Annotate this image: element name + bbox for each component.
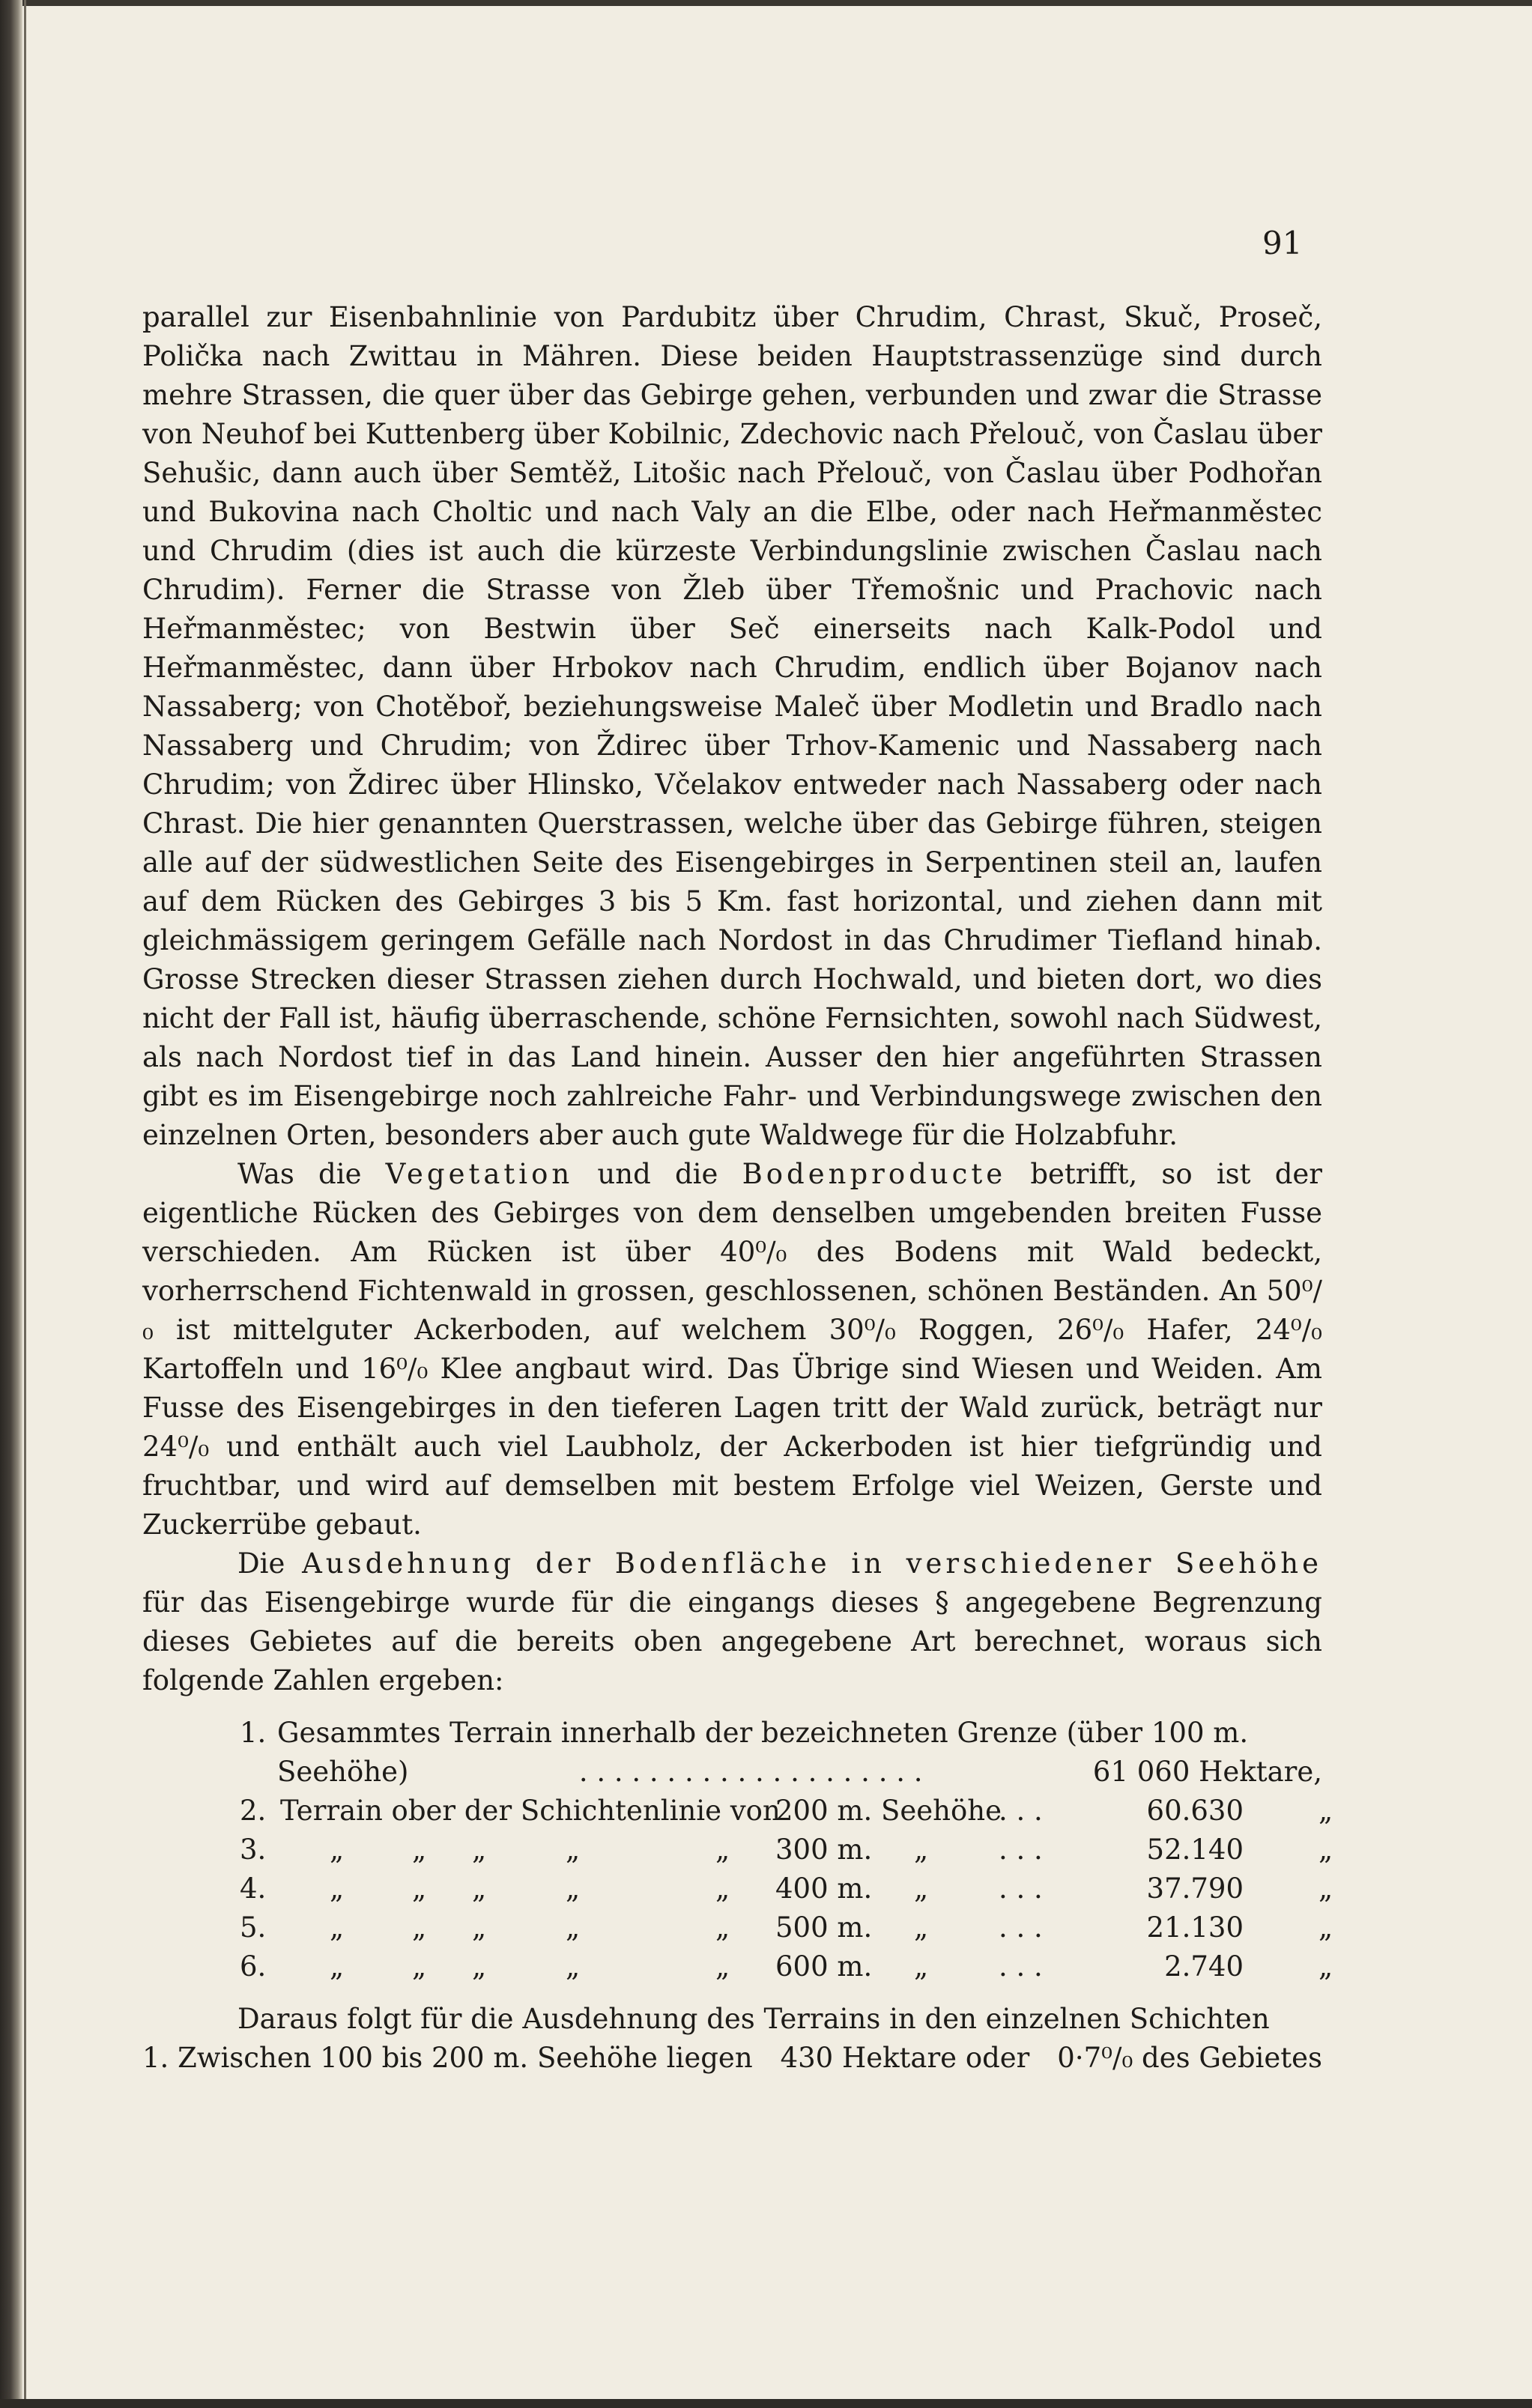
leader-dots: . . . bbox=[999, 1795, 1043, 1827]
ditto-mark: „ bbox=[715, 1911, 730, 1944]
ditto-mark: „ bbox=[412, 1950, 427, 1983]
list-item-number: 6. bbox=[240, 1950, 267, 1983]
ditto-mark: „ bbox=[472, 1950, 487, 1983]
list-item-5 bbox=[142, 1908, 1333, 1947]
list-item-value: 60.630 bbox=[1146, 1795, 1244, 1827]
list-item-number: 3. bbox=[240, 1834, 267, 1866]
list-item-number: 2. bbox=[240, 1795, 267, 1827]
ditto-mark: „ bbox=[715, 1950, 730, 1983]
ditto-mark: „ bbox=[330, 1872, 345, 1905]
ditto-mark: „ bbox=[566, 1950, 581, 1983]
ditto-mark: „ bbox=[566, 1834, 581, 1866]
list-item-1-continuation bbox=[142, 1753, 1322, 1792]
leader-dots: . . . . . . . . . . . . . . . . . . . . bbox=[578, 1756, 923, 1788]
list-item-2 bbox=[142, 1792, 1333, 1831]
extent-body: für das Eisengebirge wurde für die eingangs dieses § angegebene Begrenzung dieses Gebietes auf die bereits oben angegebene Art berechnet, woraus sich folgende Zahlen ergeben: bbox=[142, 1586, 1322, 1696]
ditto-mark: „ bbox=[412, 1834, 427, 1866]
leader-dots: . . . bbox=[999, 1950, 1043, 1983]
closing-line-1: Daraus folgt für die Ausdehnung des Terrains in den einzelnen Schichten bbox=[237, 2003, 1270, 2035]
ditto-mark: „ bbox=[330, 1950, 345, 1983]
scan-top-edge bbox=[0, 0, 1532, 6]
list-item-value: 61 060 Hektare, bbox=[1092, 1756, 1322, 1788]
leader-dots: . . . bbox=[999, 1834, 1043, 1866]
paragraph-vegetation bbox=[142, 1155, 1322, 1544]
ditto-mark: „ bbox=[914, 1872, 929, 1905]
ditto-mark: „ bbox=[566, 1911, 581, 1944]
paragraph-roads: parallel zur Eisenbahnlinie von Pardubitz über Chrudim, Chrast, Skuč, Proseč, Polička nach Zwittau in Mähren. Diese beiden Hauptstrassenzüge sind durch mehre Strassen, die quer über das Gebirge gehen, verbunden und zwar die Strasse von Neuhof bei Kuttenberg über Kobilnic, Zdechovic nach Přelouč, von Časlau über Sehušic, dann auch über Semtěž, Litošic nach Přelouč, von Časlau über Podhořan und Bukovina nach Choltic und nach Valy an die Elbe, oder nach Heřmanměstec und Chrudim (dies ist auch die kürzeste Verbindungslinie zwischen Časlau nach Chrudim). Ferner die Strasse von Žleb über Třemošnic und Prachovic nach Heřmanměstec; von Bestwin über Seč einerseits nach Kalk-Podol und Heřmanměstec, dann über Hrbokov nach Chrudim, endlich über Bojanov nach Nassaberg; von Chotěboř, beziehungsweise Maleč über Modletin und Bradlo nach Nassaberg und Chrudim; von Ždirec über Trhov-Kamenic und Nassaberg nach Chrudim; von Ždirec über Hlinsko, Včelakov entweder nach Nassaberg oder nach Chrast. Die hier genannten Querstrassen, welche über das Gebirge führen, steigen alle auf der südwestlichen Seite des Eisengebirges in Serpentinen steil an, laufen auf dem Rücken des Gebirges 3 bis 5 Km. fast horizontal, und ziehen dann mit gleichmässigem geringem Gefälle nach Nordost in das Chrudimer Tiefland hinab. Grosse Strecken dieser Strassen ziehen durch Hochwald, und bieten dort, wo dies nicht der Fall ist, häufig überraschende, schöne Fernsichten, sowohl nach Südwest, als nach Nordost tief in das Land hinein. Ausser den hier angeführten Strassen gibt es im Eisengebirge noch zahlreiche Fahr- und Verbindungswege zwischen den einzelnen Orten, besonders aber auch gute Waldwege für die Holzabfuhr. bbox=[142, 301, 1322, 1151]
closing-line-2-part-c: 0·7⁰/₀ des Gebietes bbox=[1057, 2042, 1322, 2074]
list-item-label: Terrain ober der Schichtenlinie von bbox=[280, 1795, 781, 1827]
closing-text bbox=[142, 2000, 1322, 2078]
ditto-mark: „ bbox=[1318, 1834, 1333, 1866]
leader-dots: . . . bbox=[999, 1911, 1043, 1944]
ditto-mark: „ bbox=[914, 1911, 929, 1944]
list-item-altitude: 500 m. bbox=[775, 1911, 873, 1944]
list-item-number: 5. bbox=[240, 1911, 267, 1944]
list-item-3 bbox=[142, 1831, 1333, 1869]
page-number: 91 bbox=[1262, 225, 1303, 261]
list-item-altitude: 300 m. bbox=[775, 1834, 873, 1866]
list-item-4 bbox=[142, 1869, 1333, 1908]
altitude-list bbox=[142, 1714, 1333, 1986]
term-vegetation: Vegetation bbox=[385, 1158, 574, 1190]
list-item-value: 37.790 bbox=[1146, 1872, 1244, 1905]
page-body bbox=[142, 298, 1333, 2078]
binding-line bbox=[24, 0, 26, 2408]
ditto-mark: „ bbox=[330, 1911, 345, 1944]
ditto-mark: „ bbox=[1318, 1911, 1333, 1944]
ditto-mark: „ bbox=[914, 1950, 929, 1983]
ditto-mark: „ bbox=[715, 1834, 730, 1866]
ditto-mark: „ bbox=[1318, 1950, 1333, 1983]
list-item-value: 21.130 bbox=[1146, 1911, 1244, 1944]
list-item-altitude: 400 m. bbox=[775, 1872, 873, 1905]
list-item-text: Gesammtes Terrain innerhalb der bezeichneten Grenze (über 100 m. bbox=[277, 1717, 1249, 1749]
closing-line-2-part-b: 430 Hektare oder bbox=[780, 2042, 1030, 2074]
term-extent: Ausdehnung der Bodenfläche in verschiedener Seehöhe bbox=[302, 1547, 1322, 1580]
list-item-6 bbox=[142, 1947, 1333, 1986]
paragraph-extent bbox=[142, 1544, 1322, 1700]
term-bodenproducte: Bodenproducte bbox=[742, 1158, 1007, 1190]
list-item-value: 52.140 bbox=[1146, 1834, 1244, 1866]
vegetation-lead: Was die bbox=[237, 1158, 362, 1190]
list-item-altitude: 200 m. Seehöhe bbox=[775, 1795, 1002, 1827]
ditto-mark: „ bbox=[412, 1911, 427, 1944]
leader-dots: . . . bbox=[999, 1872, 1043, 1905]
list-item-1 bbox=[142, 1714, 1322, 1753]
ditto-mark: „ bbox=[472, 1834, 487, 1866]
ditto-mark: „ bbox=[566, 1872, 581, 1905]
ditto-mark: „ bbox=[330, 1834, 345, 1866]
extent-lead: Die bbox=[237, 1547, 285, 1580]
list-item-number: 1. bbox=[240, 1717, 267, 1749]
closing-line-2-part-a: 1. Zwischen 100 bis 200 m. Seehöhe liegen bbox=[142, 2042, 753, 2074]
closing-line-2 bbox=[142, 2039, 1322, 2078]
ditto-mark: „ bbox=[412, 1872, 427, 1905]
ditto-mark: „ bbox=[715, 1872, 730, 1905]
ditto-mark: „ bbox=[472, 1911, 487, 1944]
scan-bottom-edge bbox=[0, 2399, 1532, 2408]
ditto-mark: „ bbox=[1318, 1872, 1333, 1905]
list-item-number: 4. bbox=[240, 1872, 267, 1905]
vegetation-mid: und die bbox=[597, 1158, 718, 1190]
ditto-mark: „ bbox=[1318, 1795, 1333, 1827]
list-item-label: Seehöhe) bbox=[277, 1756, 409, 1788]
list-item-value: 2.740 bbox=[1164, 1950, 1244, 1983]
ditto-mark: „ bbox=[472, 1872, 487, 1905]
vegetation-body: betrifft, so ist der eigentliche Rücken des Gebirges von dem denselben umgebenden breiten Fusse verschieden. Am Rücken ist über 40⁰/₀ des Bodens mit Wald bedeckt, vorherrschend Fichtenwald in grossen, geschlossenen, schönen Beständen. An 50⁰/₀ ist mittelguter Ackerboden, auf welchem 30⁰/₀ Roggen, 26⁰/₀ Hafer, 24⁰/₀ Kartoffeln und 16⁰/₀ Klee angbaut wird. Das Übrige sind Wiesen und Weiden. Am Fusse des Eisengebirges in den tieferen Lagen tritt der Wald zurück, beträgt nur 24⁰/₀ und enthält auch viel Laubholz, der Ackerboden ist hier tiefgründig und fruchtbar, und wird auf demselben mit bestem Erfolge viel Weizen, Gerste und Zuckerrübe gebaut. bbox=[142, 1158, 1322, 1541]
ditto-mark: „ bbox=[914, 1834, 929, 1866]
binding-gutter bbox=[0, 0, 22, 2408]
list-item-altitude: 600 m. bbox=[775, 1950, 873, 1983]
